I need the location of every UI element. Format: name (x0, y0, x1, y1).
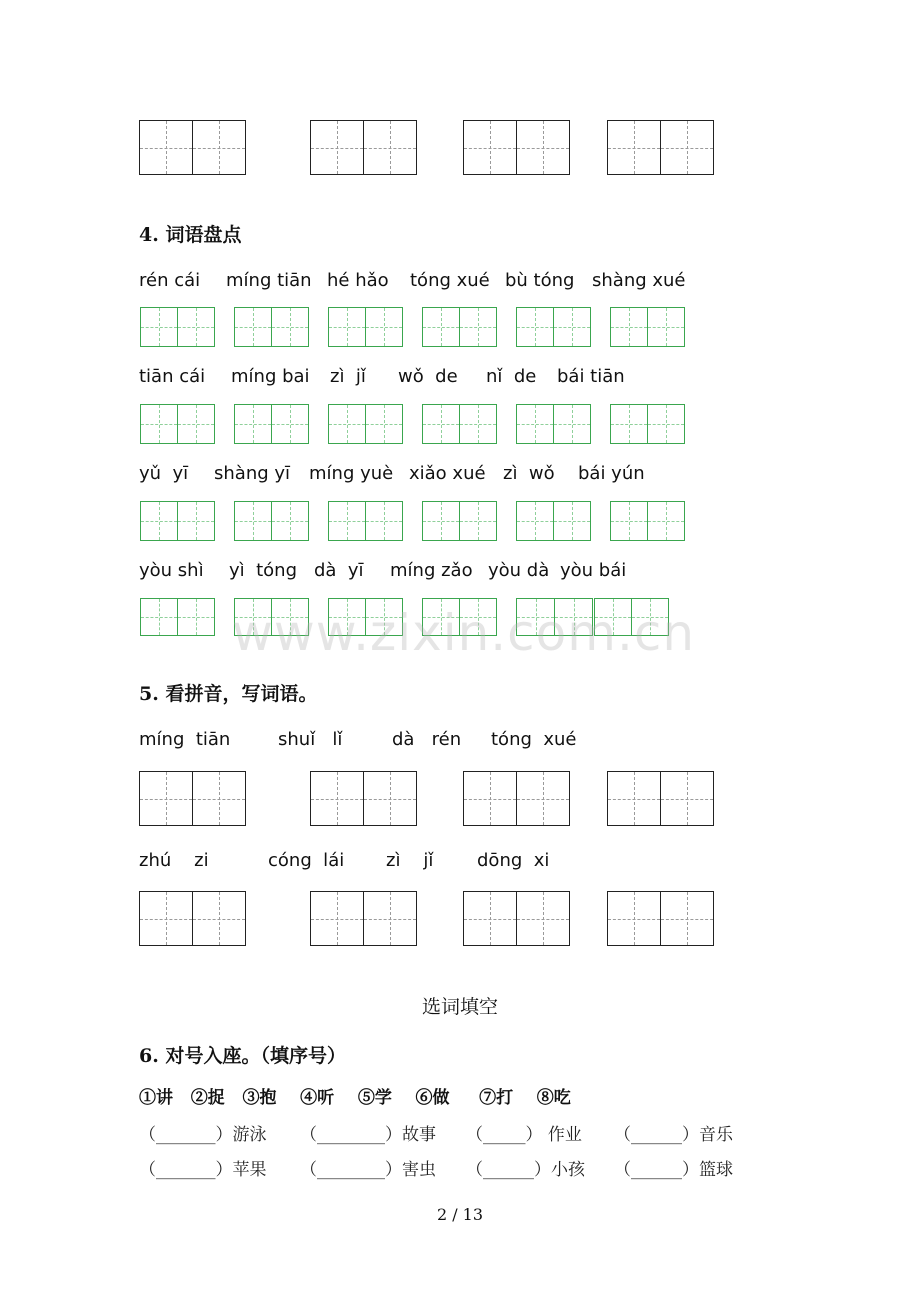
green-writing-box[interactable] (328, 307, 403, 347)
fill-blank-item[interactable]: （________）害虫 (300, 1160, 436, 1180)
green-writing-box[interactable] (140, 598, 215, 636)
pinyin-label: tóng xué (410, 270, 490, 291)
green-writing-box[interactable] (422, 404, 497, 444)
pinyin-label: yòu bái (560, 560, 627, 581)
fill-blank-item[interactable]: （________）故事 (300, 1125, 436, 1145)
pinyin-label: yì tóng (229, 560, 298, 581)
pinyin-label: zhú zi (139, 850, 209, 871)
writing-box[interactable] (463, 891, 570, 946)
writing-box[interactable] (139, 120, 246, 175)
green-writing-box[interactable] (328, 501, 403, 541)
green-writing-box[interactable] (140, 307, 215, 347)
pinyin-label: zì wǒ (503, 463, 555, 484)
pinyin-label: míng bai (231, 366, 310, 387)
writing-box[interactable] (310, 771, 417, 826)
green-writing-box[interactable] (516, 404, 591, 444)
green-writing-box[interactable] (234, 404, 309, 444)
pinyin-label: shàng xué (592, 270, 686, 291)
writing-box[interactable] (463, 120, 570, 175)
green-writing-box[interactable] (516, 307, 591, 347)
fill-blank-item[interactable]: （______）篮球 (614, 1160, 733, 1180)
pinyin-label: bù tóng (505, 270, 575, 291)
pinyin-label: hé hǎo (327, 270, 389, 291)
pinyin-label: cóng lái (268, 850, 345, 871)
pinyin-label: míng tiān (226, 270, 312, 291)
fill-blank-item[interactable]: （______）音乐 (614, 1125, 733, 1145)
green-writing-box[interactable] (234, 501, 309, 541)
green-writing-box[interactable] (234, 307, 309, 347)
pinyin-label: xiǎo xué (409, 463, 486, 484)
green-writing-box[interactable] (140, 404, 215, 444)
pinyin-label: shuǐ lǐ (278, 729, 343, 750)
fill-blank-item[interactable]: （_______）游泳 (139, 1125, 267, 1145)
green-writing-box[interactable] (516, 501, 591, 541)
green-writing-box[interactable] (610, 307, 685, 347)
pinyin-label: dà yī (314, 560, 364, 581)
green-writing-box[interactable] (328, 404, 403, 444)
writing-box[interactable] (463, 771, 570, 826)
green-writing-box[interactable] (422, 307, 497, 347)
pinyin-label: bái yún (578, 463, 645, 484)
writing-box[interactable] (139, 771, 246, 826)
green-writing-box[interactable] (422, 501, 497, 541)
green-writing-box[interactable] (610, 404, 685, 444)
pinyin-label: tóng xué (491, 729, 577, 750)
writing-box[interactable] (607, 891, 714, 946)
pinyin-label: yòu dà (488, 560, 550, 581)
pinyin-label: míng zǎo (390, 560, 473, 581)
pinyin-label: shàng yī (214, 463, 291, 484)
page-number: 2 / 13 (436, 1205, 484, 1224)
writing-box[interactable] (310, 120, 417, 175)
pinyin-label: zì jǐ (330, 366, 366, 387)
pinyin-label: dà rén (392, 729, 462, 750)
pinyin-label: wǒ de (398, 366, 458, 387)
pinyin-label: dōng xi (477, 850, 550, 871)
green-writing-box[interactable] (140, 501, 215, 541)
pinyin-label: rén cái (139, 270, 201, 291)
pinyin-label: zì jǐ (386, 850, 434, 871)
writing-box[interactable] (310, 891, 417, 946)
section-4-title: 4. 词语盘点 (139, 224, 242, 246)
pinyin-label: tiān cái (139, 366, 206, 387)
fill-blank-item[interactable]: （_____） 作业 (466, 1125, 582, 1145)
writing-box[interactable] (607, 120, 714, 175)
pinyin-label: yòu shì (139, 560, 204, 581)
options-list: ①讲 ②捉 ③抱 ④听 ⑤学 ⑥做 ⑦打 ⑧吃 (139, 1088, 571, 1108)
pinyin-label: nǐ de (486, 366, 537, 387)
writing-box[interactable] (607, 771, 714, 826)
pinyin-label: míng tiān (139, 729, 231, 750)
section-6-title: 6. 对号入座。（填序号） (139, 1045, 346, 1067)
watermark: www.zixin.com.cn (232, 604, 696, 662)
green-writing-box[interactable] (610, 501, 685, 541)
pinyin-label: bái tiān (557, 366, 625, 387)
fill-blank-item[interactable]: （______）小孩 (466, 1160, 585, 1180)
center-heading: 选词填空 (421, 996, 498, 1018)
pinyin-label: míng yuè (309, 463, 394, 484)
writing-box[interactable] (139, 891, 246, 946)
section-5-title: 5. 看拼音，写词语。 (139, 683, 318, 705)
pinyin-label: yǔ yī (139, 463, 189, 484)
fill-blank-item[interactable]: （_______）苹果 (139, 1160, 267, 1180)
